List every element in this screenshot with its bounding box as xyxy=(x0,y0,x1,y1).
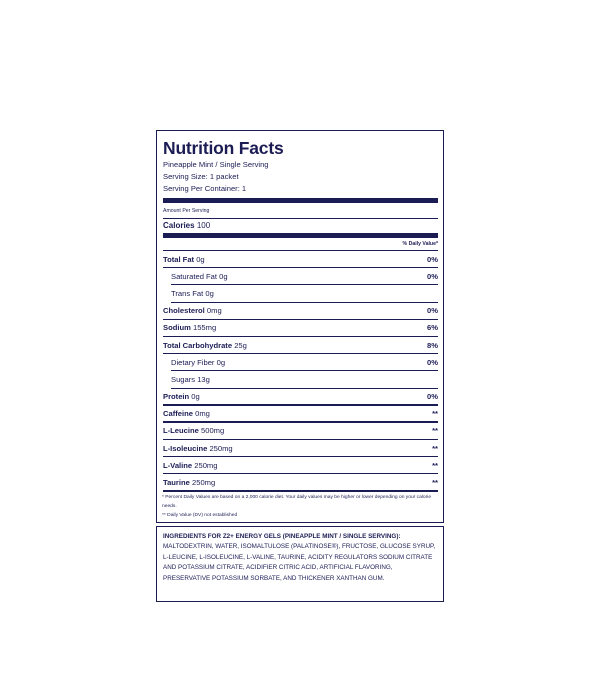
calories-label: Calories xyxy=(163,221,195,230)
nutrient-dv: 0% xyxy=(427,306,438,316)
nutrient-amount: 155mg xyxy=(192,323,217,333)
nutrient-label: Taurine xyxy=(163,477,190,487)
panel-title: Nutrition Facts xyxy=(163,138,284,158)
nutrient-row-trans-fat xyxy=(171,285,438,302)
nutrient-row-sodium xyxy=(163,320,438,337)
nutrient-amount: 0g xyxy=(216,357,226,367)
nutrient-dv: ** xyxy=(432,408,438,418)
nutrient-dv: 0% xyxy=(427,271,438,281)
nutrient-amount: 0mg xyxy=(195,408,210,418)
amount-per-serving: Amount Per Serving xyxy=(163,208,210,214)
nutrient-amount: 25g xyxy=(234,340,247,350)
daily-value-header: % Daily Value* xyxy=(402,241,438,247)
nutrient-row-cholesterol xyxy=(163,303,438,320)
nutrient-row-saturated-fat xyxy=(171,268,438,285)
nutrient-label: L-Isoleucine xyxy=(163,443,208,453)
nutrient-dv: ** xyxy=(432,426,438,436)
nutrient-dv: ** xyxy=(432,443,438,453)
nutrient-label: Sodium xyxy=(163,323,191,333)
nutrient-dv: ** xyxy=(432,477,438,487)
nutrient-label: Total Fat xyxy=(163,254,195,264)
nutrient-amount: 0mg xyxy=(206,306,222,316)
nutrient-row-dietary-fiber xyxy=(171,354,438,371)
ingredients-panel xyxy=(156,526,444,602)
nutrient-row-protein xyxy=(163,389,438,406)
nutrient-label: Protein xyxy=(163,391,190,401)
nutrient-amount: 0g xyxy=(196,254,205,264)
serving-size: Serving Size: 1 packet xyxy=(163,172,239,181)
nutrient-amount: 250mg xyxy=(209,443,233,453)
nutrient-amount: 0g xyxy=(191,391,200,401)
nutrient-row-total-fat xyxy=(163,251,438,268)
nutrient-dv: 6% xyxy=(427,323,438,333)
nutrient-row-l-leucine xyxy=(163,423,438,440)
nutrient-amount: 250mg xyxy=(194,460,218,470)
nutrient-label: Sugars xyxy=(171,374,196,384)
flavor-line: Pineapple Mint / Single Serving xyxy=(163,160,269,169)
calories-line xyxy=(163,219,438,232)
nutrient-label: Cholesterol xyxy=(163,306,205,316)
nutrient-label: Trans Fat xyxy=(171,288,204,298)
ingredients-heading: INGREDIENTS FOR Z2+ ENERGY GELS (PINEAPPLE MINT / SINGLE SERVING): xyxy=(163,533,401,540)
nutrient-dv: ** xyxy=(432,460,438,470)
nutrient-row-l-isoleucine xyxy=(163,440,438,457)
nutrient-label: L-Valine xyxy=(163,460,193,470)
nutrient-label: Dietary Fiber xyxy=(171,357,215,367)
nutrient-row-total-carbohydrate xyxy=(163,337,438,354)
servings-per-container: Serving Per Container: 1 xyxy=(163,184,247,193)
nutrient-amount: 13g xyxy=(197,374,210,384)
nutrient-amount: 0g xyxy=(219,271,228,281)
nutrient-amount: 0g xyxy=(205,288,214,298)
nutrition-facts-panel xyxy=(156,130,444,523)
nutrient-label: L-Leucine xyxy=(163,426,199,436)
nutrient-row-caffeine xyxy=(163,406,438,423)
nutrient-dv: 0% xyxy=(427,254,438,264)
ingredients-text: MALTODEXTRIN, WATER, ISOMALTULOSE (PALATINOSE®), FRUCTOSE, GLUCOSE SYRUP, L-LEUCINE, L-ISOLEUCINE, L-VALINE, TAURINE, ACIDITY REGULATORS SODIUM CITRATE AND POTASSIUM CITRATE, ACIDIFIER CITRIC ACID, ARTIFICIAL FLAVORING, PRESERVATIVE POTASSIUM SORBATE, AND THICKENER XANTHAN GUM. xyxy=(163,543,436,582)
nutrient-dv: 8% xyxy=(427,340,438,350)
footnotes xyxy=(156,489,444,524)
calories-value: 100 xyxy=(196,221,211,230)
nutrient-amount: 250mg xyxy=(192,477,216,487)
nutrient-amount: 500mg xyxy=(201,426,225,436)
nutrient-label: Total Carbohydrate xyxy=(163,340,233,350)
percent-dv-footnote: * Percent Daily Values are based on a 2,000 calorie diet. Your daily values may be higher or lower depending on your calorie needs. xyxy=(162,495,432,509)
nutrient-row-sugars xyxy=(171,371,438,388)
nutrient-dv: 0% xyxy=(427,357,438,367)
nutrient-row-l-valine xyxy=(163,457,438,474)
nutrient-label: Saturated Fat xyxy=(171,271,218,281)
nutrient-label: Caffeine xyxy=(163,408,193,418)
thick-divider xyxy=(163,198,438,203)
not-established-footnote: ** Daily Value (DV) not established xyxy=(162,513,238,518)
nutrient-dv: 0% xyxy=(427,391,438,401)
